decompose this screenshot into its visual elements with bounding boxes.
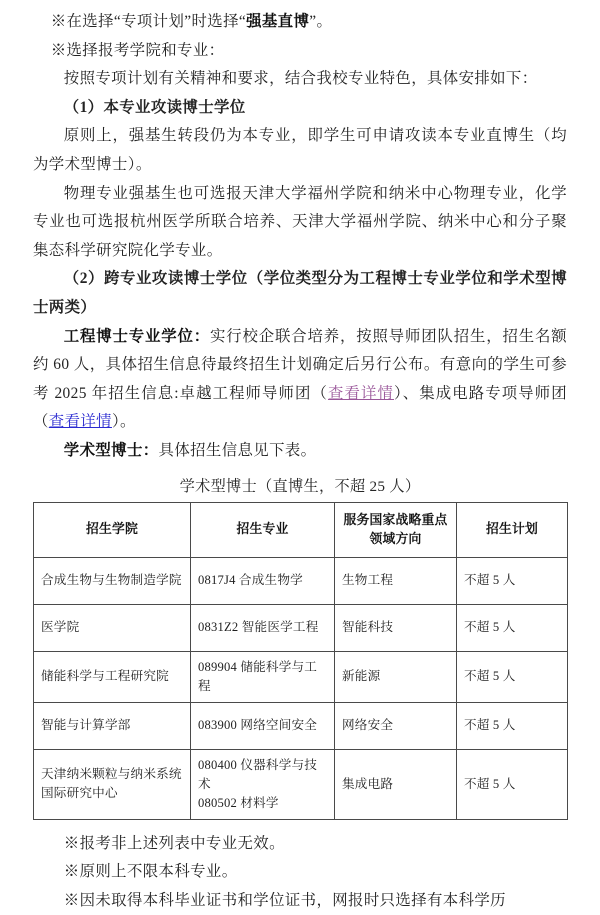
section-1-paragraph-1: 原则上，强基生转段仍为本专业，即学生可申请攻读本专业直博生（均为学术型博士）。 — [33, 122, 567, 179]
footnote-undergrad-major: ※原则上不限本科专业。 — [33, 858, 567, 887]
view-details-link-integrated-circuit[interactable]: 查看详情 — [49, 413, 112, 430]
cell-major-line: 083900 网络空间安全 — [198, 716, 327, 735]
cell-major — [191, 749, 335, 819]
cell-plan: 不超 5 人 — [457, 604, 568, 651]
note-choose-college-text: ※选择报考学院和专业： — [51, 42, 225, 59]
cell-plan: 不超 5 人 — [457, 749, 568, 819]
cell-college: 储能科学与工程研究院 — [34, 651, 191, 702]
cell-major — [191, 604, 335, 651]
admission-table-body — [34, 557, 568, 819]
note-special-plan — [33, 8, 567, 37]
cell-major-line: 080400 仪器科学与技术 — [198, 756, 327, 794]
cell-major — [191, 557, 335, 604]
cell-college: 合成生物与生物制造学院 — [34, 557, 191, 604]
table-row — [34, 651, 568, 702]
admission-table-head — [34, 502, 568, 557]
cell-strategic-field: 集成电路 — [335, 749, 457, 819]
column-header-plan: 招生计划 — [457, 502, 568, 557]
intro-arrangement — [33, 65, 567, 94]
section-1-paragraph-2: 物理专业强基生也可选报天津大学福州学院和纳米中心物理专业，化学专业也可选报杭州医学所联合培养、天津大学福州学院、纳米中心和分子聚集态科学研究院化学专业。 — [33, 180, 567, 266]
academic-degree-text: 具体招生信息见下表。 — [159, 442, 317, 459]
admission-table-section — [33, 475, 567, 820]
section-2-academic-paragraph — [33, 437, 567, 466]
cell-major-line: 0817J4 合成生物学 — [198, 571, 327, 590]
column-header-college: 招生学院 — [34, 502, 191, 557]
cell-strategic-field: 生物工程 — [335, 557, 457, 604]
section-2-heading: （2）跨专业攻读博士学位（学位类型分为工程博士专业学位和学术型博士两类） — [33, 265, 567, 322]
cell-major-line: 0831Z2 智能医学工程 — [198, 618, 327, 637]
cell-major — [191, 702, 335, 749]
footnotes — [33, 830, 567, 915]
cell-college: 天津纳米颗粒与纳米系统国际研究中心 — [34, 749, 191, 819]
cell-major-line: 089904 储能科学与工程 — [198, 658, 327, 696]
academic-degree-label: 学术型博士： — [64, 442, 159, 459]
table-row — [34, 604, 568, 651]
note-special-plan-text: ※在选择“专项计划”时选择“强基直博”。 — [51, 13, 333, 30]
table-row — [34, 557, 568, 604]
cell-major-line: 080502 材料学 — [198, 794, 327, 813]
cell-strategic-field: 新能源 — [335, 651, 457, 702]
cell-plan: 不超 5 人 — [457, 557, 568, 604]
engineering-text-part-3: ）。 — [112, 413, 136, 430]
footnote-no-certificate: ※因未取得本科毕业证书和学位证书，网报时只选择有本科学历 — [33, 887, 567, 915]
engineering-text-part-2: ）、集成电路专项导师团（ — [33, 385, 567, 431]
engineering-text-part-1: 实行校企联合培养，按照导师团队招生，招生名额约 60 人，具体招生信息待最终招生计划确定后另行公布。有意向的学生可参考 2025 年招生信息:卓越工程师导师团（ — [33, 328, 567, 402]
note-special-plan-emphasis: 强基直博 — [246, 13, 309, 30]
footnote-invalid-major: ※报考非上述列表中专业无效。 — [33, 830, 567, 859]
cell-strategic-field: 智能科技 — [335, 604, 457, 651]
admission-table-caption: 学术型博士（直博生，不超 25 人） — [33, 475, 567, 499]
table-row — [34, 749, 568, 819]
table-row — [34, 702, 568, 749]
intro-arrangement-text: 按照专项计划有关精神和要求，结合我校专业特色，具体安排如下： — [64, 70, 538, 87]
note-choose-college — [33, 37, 567, 66]
cell-plan: 不超 5 人 — [457, 651, 568, 702]
cell-college: 医学院 — [34, 604, 191, 651]
column-header-strategic-field: 服务国家战略重点领域方向 — [335, 502, 457, 557]
document-body — [33, 8, 567, 915]
section-2-engineering-paragraph — [33, 323, 567, 437]
table-header-row — [34, 502, 568, 557]
cell-strategic-field: 网络安全 — [335, 702, 457, 749]
section-1-heading: （1）本专业攻读博士学位 — [33, 94, 567, 123]
cell-major — [191, 651, 335, 702]
cell-plan: 不超 5 人 — [457, 702, 568, 749]
view-details-link-excellent-engineer[interactable]: 查看详情 — [328, 385, 394, 402]
engineering-degree-label: 工程博士专业学位： — [64, 328, 210, 345]
column-header-major: 招生专业 — [191, 502, 335, 557]
cell-college: 智能与计算学部 — [34, 702, 191, 749]
admission-table — [33, 502, 568, 820]
